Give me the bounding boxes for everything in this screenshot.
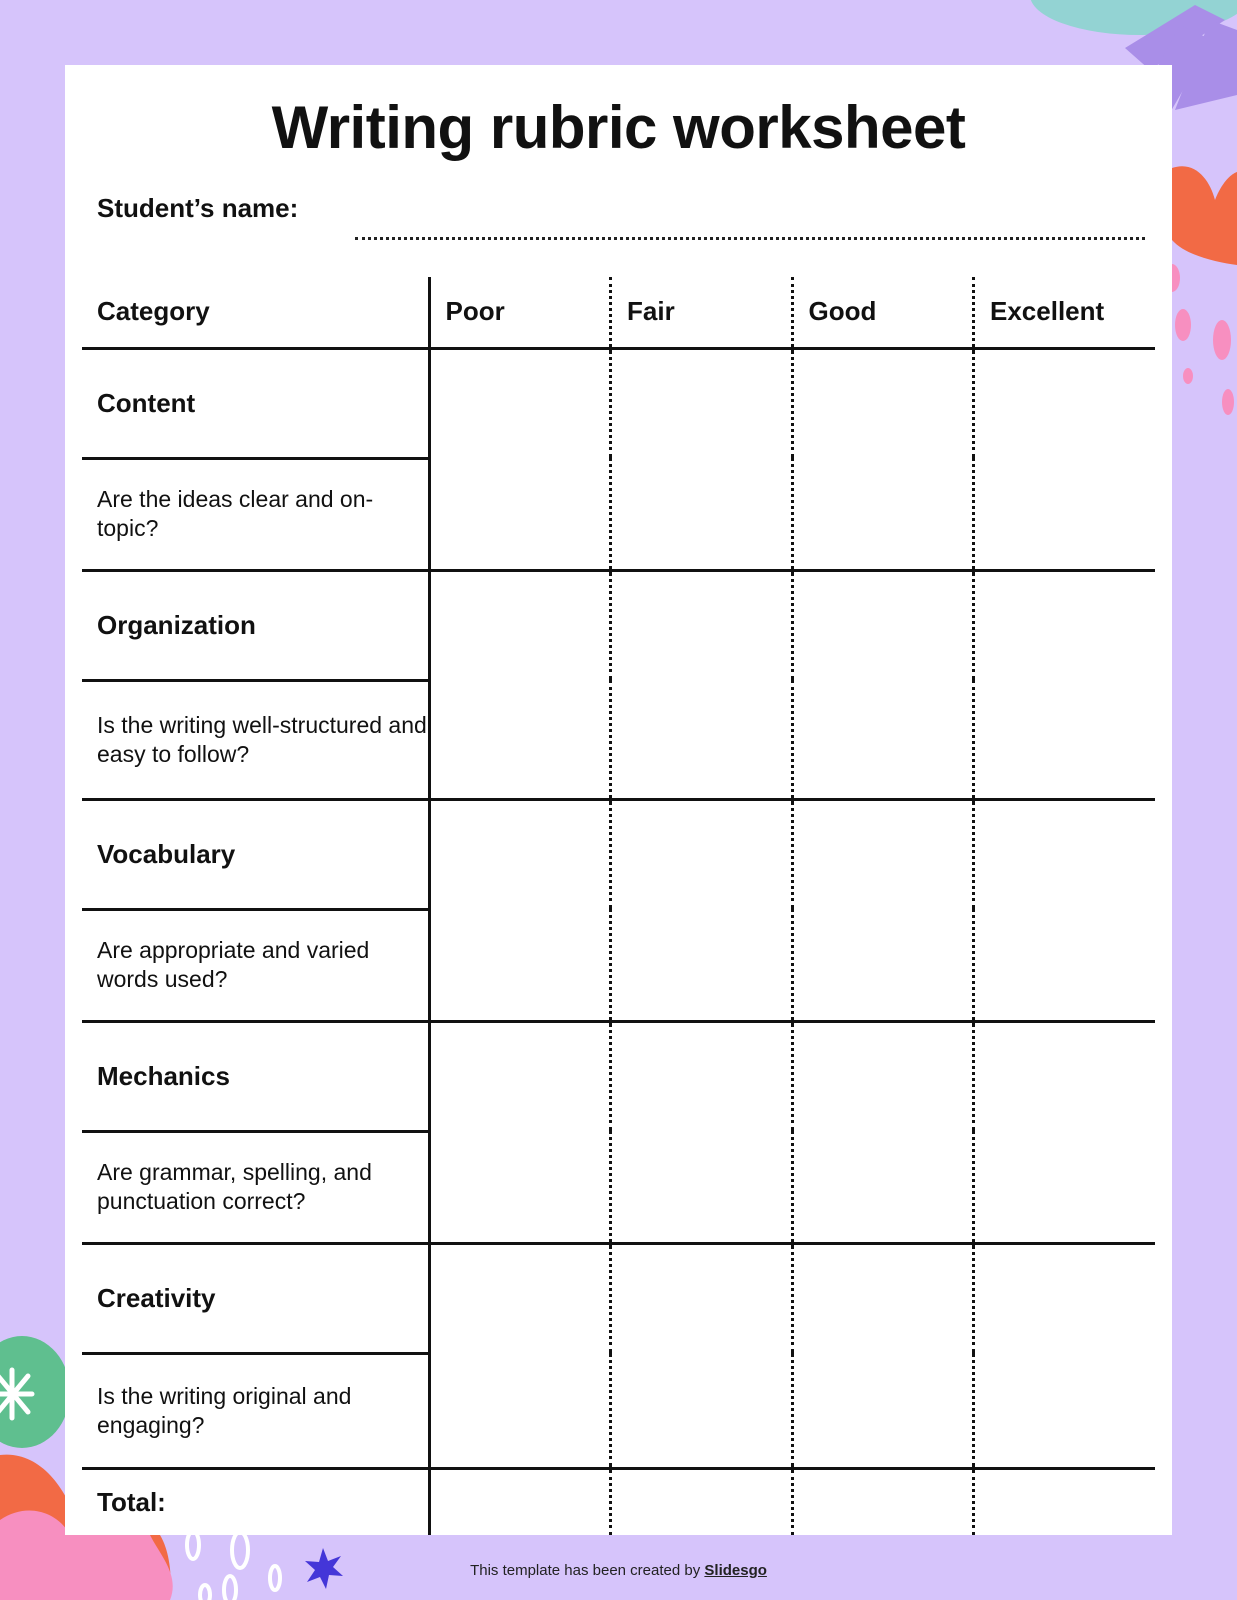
- total-cell-excellent[interactable]: [974, 1468, 1156, 1535]
- score-cell-poor[interactable]: [429, 1021, 611, 1243]
- table-row: [82, 1021, 1155, 1131]
- score-cell-poor[interactable]: [429, 570, 611, 799]
- student-name-field[interactable]: [355, 237, 1145, 240]
- score-cell-good[interactable]: [792, 1021, 974, 1243]
- total-row: [82, 1468, 1155, 1535]
- table-header-row: [82, 277, 1155, 348]
- score-cell-fair[interactable]: [611, 570, 793, 799]
- score-cell-excellent[interactable]: [974, 799, 1156, 1021]
- level-header-fair: Fair: [611, 277, 793, 348]
- level-header-good: Good: [792, 277, 974, 348]
- table-row: [82, 348, 1155, 458]
- score-cell-fair[interactable]: [611, 348, 793, 570]
- total-cell-poor[interactable]: [429, 1468, 611, 1535]
- score-cell-excellent[interactable]: [974, 1243, 1156, 1468]
- score-cell-excellent[interactable]: [974, 348, 1156, 570]
- score-cell-poor[interactable]: [429, 348, 611, 570]
- score-cell-fair[interactable]: [611, 1021, 793, 1243]
- table-row: [82, 570, 1155, 680]
- category-name: Content: [82, 348, 429, 458]
- score-cell-fair[interactable]: [611, 1243, 793, 1468]
- category-name: Creativity: [82, 1243, 429, 1353]
- category-column-header: Category: [82, 277, 429, 348]
- table-row: [82, 1243, 1155, 1353]
- rubric-table: [82, 277, 1155, 1535]
- footer-credit: [0, 1562, 1237, 1579]
- score-cell-fair[interactable]: [611, 799, 793, 1021]
- category-question: Are appropriate and varied words used?: [82, 909, 429, 1021]
- category-name: Mechanics: [82, 1021, 429, 1131]
- total-cell-fair[interactable]: [611, 1468, 793, 1535]
- score-cell-excellent[interactable]: [974, 1021, 1156, 1243]
- level-header-excellent: Excellent: [974, 277, 1156, 348]
- score-cell-good[interactable]: [792, 799, 974, 1021]
- score-cell-good[interactable]: [792, 348, 974, 570]
- score-cell-poor[interactable]: [429, 799, 611, 1021]
- level-header-poor: Poor: [429, 277, 611, 348]
- table-row: [82, 799, 1155, 909]
- page-title: Writing rubric worksheet: [271, 94, 966, 161]
- worksheet-sheet: [65, 65, 1172, 1535]
- student-name-label: Student’s name:: [97, 193, 299, 223]
- score-cell-poor[interactable]: [429, 1243, 611, 1468]
- score-cell-good[interactable]: [792, 570, 974, 799]
- category-question: Is the writing original and engaging?: [82, 1353, 429, 1468]
- category-question: Are grammar, spelling, and punctuation correct?: [82, 1131, 429, 1243]
- category-name: Vocabulary: [82, 799, 429, 909]
- footer-brand-link[interactable]: Slidesgo: [704, 1562, 767, 1579]
- category-question: Are the ideas clear and on-topic?: [82, 458, 429, 570]
- category-name: Organization: [82, 570, 429, 680]
- category-question: Is the writing well-structured and easy to follow?: [82, 680, 429, 799]
- score-cell-excellent[interactable]: [974, 570, 1156, 799]
- total-cell-good[interactable]: [792, 1468, 974, 1535]
- score-cell-good[interactable]: [792, 1243, 974, 1468]
- total-label: Total:: [82, 1468, 429, 1535]
- footer-text: This template has been created by: [470, 1562, 705, 1579]
